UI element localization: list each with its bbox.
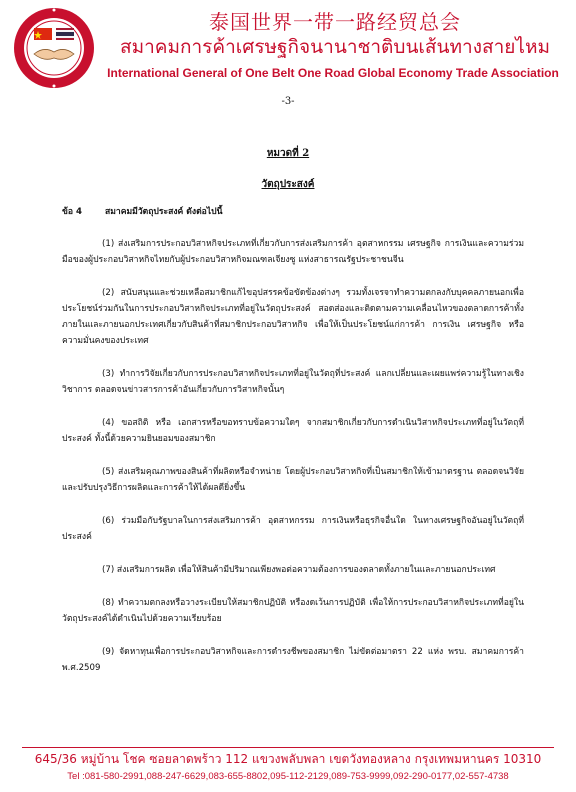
title-thai: สมาคมการค้าเศรษฐกิจนานาชาติบนเส้นทางสายไหม bbox=[119, 36, 550, 58]
article-text: สมาคมมีวัตถุประสงค์ ดังต่อไปนี้ bbox=[105, 207, 223, 217]
objective-item: (9) จัดหาทุนเพื่อการประกอบวิสาหกิจและการดำรงชีพของสมาชิก ไม่ขัดต่อมาตรา 22 แห่ง พรบ. สมาคมการค้า พ.ศ.2509 bbox=[62, 647, 524, 673]
objective-item: (8) ทำความตกลงหรือวางระเบียบให้สมาชิกปฏิบัติ หรืองดเว้นการปฏิบัติ เพื่อให้การประกอบวิสาหกิจประเภทที่อยู่ในวัตถุประสงค์ได้ดำเนินไปด้วยความเรียบร้อย bbox=[62, 598, 524, 624]
title-english: International General of One Belt One Road Global Economy Trade Association bbox=[107, 66, 559, 80]
subsection-title: วัตถุประสงค์ bbox=[261, 179, 315, 190]
objective-item: (5) ส่งเสริมคุณภาพของสินค้าที่ผลิตหรือจำหน่าย โดยผู้ประกอบวิสาหกิจที่เป็นสมาชิกให้เข้ามาตรฐาน ตลอดจนวิจัยและปรับปรุงวิธีการผลิตและการค้าให้ได้ผลดียิ่งขึ้น bbox=[62, 467, 524, 493]
footer-address: 645/36 หมู่บ้าน โชค ซอยลาดพร้าว 112 แขวงพลับพลา เขตวังทองหลาง กรุงเทพมหานคร 10310 bbox=[34, 752, 542, 766]
article-heading bbox=[62, 204, 524, 220]
association-logo-icon bbox=[12, 6, 96, 90]
page-number: -3- bbox=[281, 96, 295, 107]
title-chinese: 泰国世界一带一路经贸总会 bbox=[209, 10, 461, 34]
footer-telephone: Tel :081-580-2991,088-247-6629,083-655-8802,095-112-2129,089-753-9999,092-290-0177,02-557-4738 bbox=[67, 771, 509, 782]
letterhead bbox=[0, 0, 576, 92]
objective-item: (6) ร่วมมือกับรัฐบาลในการส่งเสริมการค้า อุตสาหกรรม การเงินหรือธุรกิจอื่นใด ในทางเศรษฐกิจอันอยู่ในวัตถุที่ประสงค์ bbox=[62, 516, 524, 542]
section-title: หมวดที่ 2 bbox=[266, 148, 310, 159]
objective-item: (2) สนับสนุนและช่วยเหลือสมาชิกแก้ไขอุปสรรคข้อขัดข้องต่างๆ รวมทั้งเจรจาทำความตกลงกับบุคคลภายนอกเพื่อประโยชน์ร่วมกันในการประกอบวิสาหกิจประเภทที่อยู่ในวัตถุประสงค์ สอดส่องและติดตามความเคลื่อนไหวของตลาดการค้าทั้งภายในและภายนอกประเทศเกี่ยวกับสินค้าที่สมาชิกประกอบวิสาหกิจ เพื่อให้เป็นประโยชน์แก่การค้า การเงิน เศรษฐกิจ หรือความมั่นคงของประเทศ bbox=[62, 288, 524, 346]
objective-item: (1) ส่งเสริมการประกอบวิสาหกิจประเภทที่เกี่ยวกับการส่งเสริมการค้า อุตสาหกรรม เศรษฐกิจ การเงินและความร่วมมือของผู้ประกอบวิสาหกิจไทยกับผู้ประกอบวิสาหกิจมณฑลเจียงซู แห่งสาธารณรัฐประชาชนจีน bbox=[62, 239, 524, 265]
document-body bbox=[62, 204, 524, 693]
objective-item: (3) ทำการวิจัยเกี่ยวกับการประกอบวิสาหกิจประเภทที่อยู่ในวัตถุที่ประสงค์ แลกเปลี่ยนและเผยแพร่ความรู้ในทางเชิงวิชาการ ตลอดจนข่าวสารการค้าอันเกี่ยวกับการวิสาหกิจนั้นๆ bbox=[62, 369, 524, 395]
objective-item: (7) ส่งเสริมการผลิต เพื่อให้สินค้ามีปริมาณเพียงพอต่อความต้องการของตลาดทั้งภายในและภายนอกประเทศ bbox=[102, 565, 496, 575]
footer-divider bbox=[22, 747, 554, 748]
objective-item: (4) ขอสถิติ หรือ เอกสารหรือขอทราบข้อความใดๆ จากสมาชิกเกี่ยวกับการดำเนินวิสาหกิจประเภทที่อยู่ในวัตถุที่ประสงค์ ทั้งนี้ด้วยความยินยอมของสมาชิก bbox=[62, 418, 524, 444]
article-number: ข้อ 4 bbox=[62, 207, 83, 217]
